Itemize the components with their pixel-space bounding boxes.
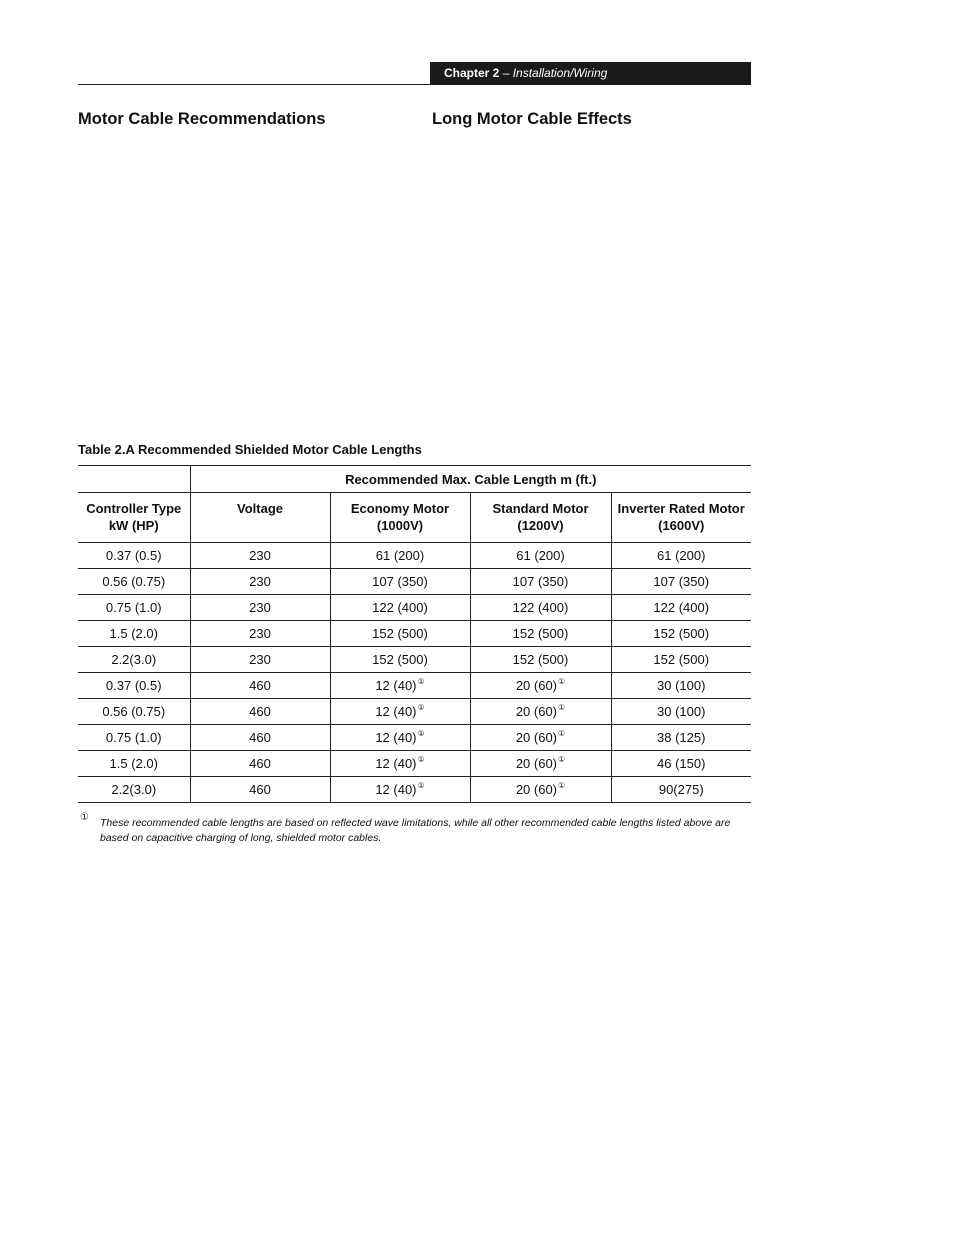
cell-economy-motor-value: 12 (40) [375,678,417,693]
cell-inverter-rated-motor [611,647,751,673]
table-row [78,751,751,777]
column-header-line: Standard Motor [492,501,589,516]
section-title-long-motor-cable-effects: Long Motor Cable Effects [432,110,632,128]
cell-voltage [190,595,330,621]
cell-voltage [190,725,330,751]
column-header-line: kW (HP) [108,518,159,533]
cell-standard-motor-value: 152 (500) [512,652,569,667]
cell-economy-motor [330,725,470,751]
column-header-inverter-rated-motor [611,493,751,543]
cell-voltage [190,647,330,673]
cell-inverter-rated-motor [611,751,751,777]
cable-length-table [78,465,751,803]
cell-controller-type-value: 2.2(3.0) [111,782,157,797]
table-row [78,595,751,621]
cell-controller-type [78,777,190,803]
cell-inverter-rated-motor-value: 38 (125) [657,730,706,745]
cell-economy-motor-value: 152 (500) [372,652,428,667]
table-row [78,543,751,569]
cell-controller-type [78,699,190,725]
cell-standard-motor [470,751,611,777]
cell-economy-motor-value: 12 (40) [375,704,417,719]
cell-inverter-rated-motor-value: 107 (350) [653,574,710,589]
footnote-ref: ① [558,703,566,712]
cell-voltage [190,569,330,595]
cell-voltage [190,543,330,569]
cell-controller-type-value: 0.75 (1.0) [105,600,162,615]
cell-controller-type [78,751,190,777]
table-row [78,569,751,595]
cell-voltage-value: 460 [249,704,271,719]
table-row [78,725,751,751]
cell-voltage-value: 230 [249,626,271,641]
footnote-ref: ① [417,755,425,764]
cell-controller-type [78,543,190,569]
cell-inverter-rated-motor [611,543,751,569]
cell-standard-motor-value: 122 (400) [512,600,569,615]
cell-economy-motor-value: 12 (40) [375,756,417,771]
cell-voltage-value: 460 [249,756,271,771]
cell-standard-motor [470,699,611,725]
footnote-ref: ① [417,703,425,712]
chapter-separator: – [499,66,513,80]
footnote-ref: ① [558,729,566,738]
cell-standard-motor-value: 20 (60) [515,756,558,771]
cell-standard-motor-value: 152 (500) [512,626,569,641]
cell-voltage [190,673,330,699]
cell-controller-type-value: 2.2(3.0) [111,652,157,667]
column-header-economy-motor [330,493,470,543]
cell-economy-motor-value: 107 (350) [372,574,428,589]
cell-controller-type-value: 0.56 (0.75) [102,704,166,719]
cell-inverter-rated-motor-value: 30 (100) [657,704,706,719]
cell-inverter-rated-motor-value: 46 (150) [657,756,706,771]
cell-inverter-rated-motor-value: 61 (200) [657,548,706,563]
table-row [78,647,751,673]
footnote-ref: ① [417,781,425,790]
cell-controller-type [78,569,190,595]
cell-economy-motor [330,673,470,699]
cell-voltage [190,777,330,803]
footnote-mark: ① [80,812,89,823]
cell-voltage-value: 230 [249,548,271,563]
cell-inverter-rated-motor-value: 122 (400) [653,600,710,615]
column-header-line: (1200V) [517,518,564,533]
cell-inverter-rated-motor [611,621,751,647]
cell-standard-motor-value: 20 (60) [515,704,558,719]
cell-economy-motor [330,647,470,673]
cell-controller-type-value: 0.37 (0.5) [105,548,162,563]
cell-controller-type [78,725,190,751]
cell-voltage-value: 460 [249,678,271,693]
cell-standard-motor [470,543,611,569]
cell-controller-type [78,595,190,621]
cell-economy-motor-value: 122 (400) [372,600,428,615]
footnote-ref: ① [558,781,566,790]
cell-inverter-rated-motor [611,725,751,751]
cell-voltage-value: 230 [249,574,271,589]
cell-standard-motor [470,569,611,595]
cell-standard-motor [470,725,611,751]
column-header-line: (1000V) [376,518,424,533]
cell-standard-motor-value: 107 (350) [512,574,569,589]
column-header-row [78,493,751,543]
cell-economy-motor [330,543,470,569]
footnote-ref: ① [417,677,425,686]
cell-inverter-rated-motor [611,569,751,595]
cell-economy-motor [330,595,470,621]
cell-standard-motor-value: 61 (200) [516,548,565,563]
cell-standard-motor [470,777,611,803]
cell-inverter-rated-motor [611,673,751,699]
cell-voltage [190,751,330,777]
table-body [78,543,751,803]
cell-economy-motor-value: 61 (200) [375,548,425,563]
footnote-ref: ① [417,729,425,738]
table-caption: Table 2.A Recommended Shielded Motor Cable Lengths [78,442,422,457]
cell-economy-motor [330,777,470,803]
column-header-controller-type [78,493,190,543]
table-row [78,621,751,647]
section-title-motor-cable-recommendations: Motor Cable Recommendations [78,110,326,128]
cell-inverter-rated-motor-value: 90(275) [658,782,704,797]
cell-inverter-rated-motor-value: 30 (100) [657,678,706,693]
cell-economy-motor [330,751,470,777]
footnote-ref: ① [558,755,566,764]
cell-voltage-value: 460 [249,782,271,797]
cell-economy-motor-value: 152 (500) [372,626,428,641]
footnote-text: These recommended cable lengths are based on reflected wave limitations, while all other recommended cable lengths listed above are based on capacitive charging of long, shielded motor cables. [100,817,731,844]
cell-standard-motor [470,621,611,647]
cell-standard-motor [470,647,611,673]
chapter-label: Chapter 2 [444,66,500,80]
cell-voltage [190,699,330,725]
column-header-line: Controller Type [86,501,182,516]
cell-controller-type-value: 0.75 (1.0) [105,730,162,745]
cell-standard-motor-value: 20 (60) [515,730,558,745]
footnote-ref: ① [558,677,566,686]
table-corner-blank [78,466,190,493]
group-header: Recommended Max. Cable Length m (ft.) [190,466,751,493]
cell-economy-motor [330,621,470,647]
chapter-topic: Installation/Wiring [512,66,608,80]
column-header-line: Inverter Rated Motor [617,501,745,516]
cell-standard-motor [470,595,611,621]
cell-inverter-rated-motor [611,595,751,621]
cell-controller-type [78,673,190,699]
chapter-header [430,62,751,85]
cell-controller-type-value: 1.5 (2.0) [109,756,158,771]
cell-inverter-rated-motor-value: 152 (500) [653,626,710,641]
cell-economy-motor [330,569,470,595]
cell-controller-type [78,647,190,673]
cell-voltage-value: 460 [249,730,271,745]
header-rule [78,84,430,85]
table-row [78,777,751,803]
cell-inverter-rated-motor [611,699,751,725]
cell-economy-motor [330,699,470,725]
cell-controller-type-value: 0.56 (0.75) [102,574,166,589]
table-row [78,673,751,699]
column-header-voltage [190,493,330,543]
cell-controller-type-value: 1.5 (2.0) [109,626,158,641]
cell-inverter-rated-motor-value: 152 (500) [653,652,710,667]
cell-standard-motor [470,673,611,699]
column-header-line: Economy Motor [350,501,450,516]
cell-controller-type-value: 0.37 (0.5) [105,678,162,693]
cell-controller-type [78,621,190,647]
cell-economy-motor-value: 12 (40) [375,782,417,797]
cell-voltage-value: 230 [249,600,271,615]
column-header-line: (1600V) [658,518,705,533]
cell-standard-motor-value: 20 (60) [515,678,558,693]
column-header-line: Voltage [237,501,283,516]
cell-voltage [190,621,330,647]
cell-inverter-rated-motor [611,777,751,803]
column-header-standard-motor [470,493,611,543]
cell-economy-motor-value: 12 (40) [375,730,417,745]
table-row [78,699,751,725]
cell-standard-motor-value: 20 (60) [515,782,558,797]
cell-voltage-value: 230 [249,652,271,667]
